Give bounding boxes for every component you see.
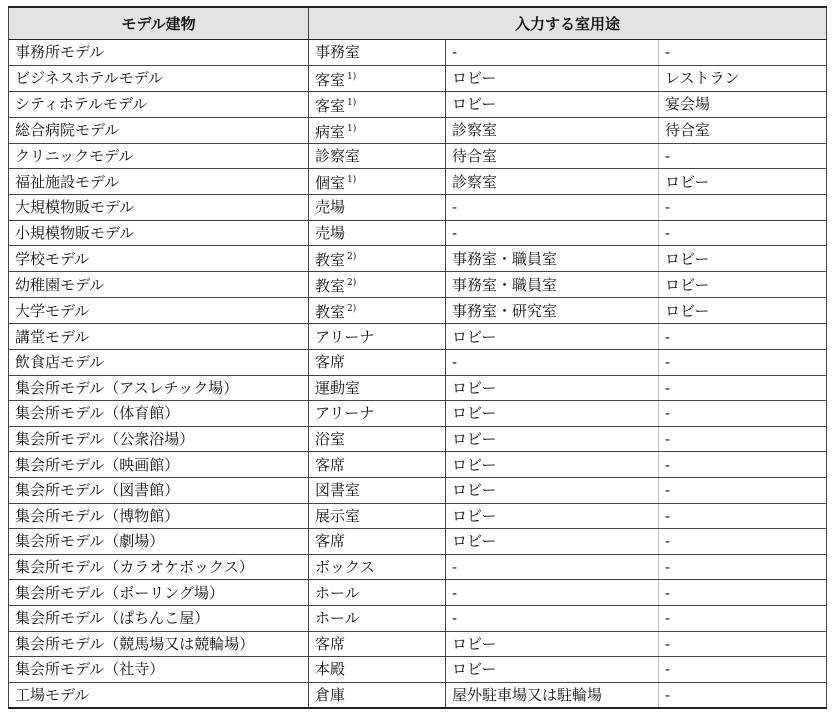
room-use-3-cell: 待合室 xyxy=(659,117,827,143)
model-building-cell: 集会所モデル（図書館） xyxy=(9,477,309,503)
model-building-cell: 幼稚園モデル xyxy=(9,272,309,298)
room-use-2-cell: 診察室 xyxy=(446,117,659,143)
room-use-1-label: アリーナ xyxy=(315,327,375,346)
model-building-cell: 集会所モデル（映画館） xyxy=(9,452,309,478)
table-row xyxy=(9,375,827,401)
room-use-2-cell: ロビー xyxy=(446,401,659,427)
table-row xyxy=(9,580,827,606)
model-building-cell: 集会所モデル（社寺） xyxy=(9,657,309,683)
room-use-3-cell: - xyxy=(659,401,827,427)
room-use-1-label: 浴室 xyxy=(315,430,346,449)
room-use-3-cell: - xyxy=(659,143,827,169)
room-use-3-cell: - xyxy=(659,452,827,478)
model-building-cell: 小規模物販モデル xyxy=(9,220,309,246)
room-use-3-cell: - xyxy=(659,426,827,452)
room-use-1-label: 客席 xyxy=(315,532,346,551)
footnote-marker: 1) xyxy=(347,175,357,186)
room-use-2-cell: - xyxy=(446,349,659,375)
model-building-cell: ビジネスホテルモデル xyxy=(9,65,309,91)
room-use-3-cell: - xyxy=(659,657,827,683)
model-building-cell: クリニックモデル xyxy=(9,143,309,169)
room-use-1-label: 倉庫 xyxy=(315,685,346,704)
table-row xyxy=(9,682,827,708)
room-use-2-cell: ロビー xyxy=(446,452,659,478)
room-use-1-cell xyxy=(309,375,446,401)
room-use-2-cell: - xyxy=(446,605,659,631)
room-use-2-cell: ロビー xyxy=(446,91,659,117)
table-row xyxy=(9,246,827,272)
document-page xyxy=(8,6,827,709)
room-use-1-label: 客室 xyxy=(315,70,346,89)
table-row xyxy=(9,143,827,169)
room-use-2-cell: 待合室 xyxy=(446,143,659,169)
room-use-1-cell xyxy=(309,117,446,143)
room-use-1-cell xyxy=(309,682,446,708)
room-use-2-cell: - xyxy=(446,554,659,580)
room-use-2-cell: 屋外駐車場又は駐輪場 xyxy=(446,682,659,708)
room-use-3-cell: - xyxy=(659,375,827,401)
footnote-marker: 1) xyxy=(347,71,357,82)
room-use-2-cell: ロビー xyxy=(446,631,659,657)
room-use-1-cell xyxy=(309,169,446,195)
room-use-1-cell xyxy=(309,631,446,657)
model-building-cell: 総合病院モデル xyxy=(9,117,309,143)
model-building-cell: 集会所モデル（ぱちんこ屋） xyxy=(9,605,309,631)
header-room-use: 入力する室用途 xyxy=(309,7,827,40)
room-use-1-cell xyxy=(309,195,446,221)
room-use-3-cell: - xyxy=(659,195,827,221)
table-row xyxy=(9,503,827,529)
room-use-1-label: 客室 xyxy=(315,96,346,115)
room-use-1-cell xyxy=(309,220,446,246)
room-use-1-cell xyxy=(309,426,446,452)
room-use-1-cell xyxy=(309,529,446,555)
table-row xyxy=(9,401,827,427)
table-row xyxy=(9,40,827,66)
room-use-3-cell: 宴会場 xyxy=(659,91,827,117)
model-building-cell: 講堂モデル xyxy=(9,324,309,350)
room-use-1-label: 売場 xyxy=(315,198,346,217)
room-use-1-label: 客席 xyxy=(315,455,346,474)
footnote-marker: 1) xyxy=(347,97,357,108)
model-building-cell: 大規模物販モデル xyxy=(9,195,309,221)
room-use-2-cell: - xyxy=(446,220,659,246)
table-row xyxy=(9,529,827,555)
room-use-2-cell: ロビー xyxy=(446,657,659,683)
model-building-cell: 集会所モデル（カラオケボックス） xyxy=(9,554,309,580)
room-use-1-label: ボックス xyxy=(315,558,375,577)
room-use-1-label: ホール xyxy=(315,583,360,602)
table-row xyxy=(9,605,827,631)
room-use-1-cell xyxy=(309,40,446,66)
room-use-3-cell: - xyxy=(659,503,827,529)
room-use-1-label: 教室 xyxy=(315,251,346,270)
model-building-cell: 集会所モデル（ボーリング場） xyxy=(9,580,309,606)
room-use-1-cell xyxy=(309,65,446,91)
model-building-cell: シティホテルモデル xyxy=(9,91,309,117)
footnote-marker: 2) xyxy=(347,278,357,289)
model-building-cell: 学校モデル xyxy=(9,246,309,272)
room-use-3-cell: - xyxy=(659,477,827,503)
room-use-3-cell: - xyxy=(659,349,827,375)
room-use-3-cell: ロビー xyxy=(659,272,827,298)
room-use-1-label: ホール xyxy=(315,609,360,628)
table-row xyxy=(9,195,827,221)
room-use-2-cell: ロビー xyxy=(446,503,659,529)
room-use-3-cell: - xyxy=(659,220,827,246)
footnote-marker: 2) xyxy=(347,304,357,315)
room-use-2-cell: 事務室・研究室 xyxy=(446,298,659,324)
table-row xyxy=(9,169,827,195)
footnote-marker: 2) xyxy=(347,252,357,263)
table-row xyxy=(9,657,827,683)
room-use-1-label: 診察室 xyxy=(315,146,361,165)
room-use-1-cell xyxy=(309,580,446,606)
room-use-2-cell: - xyxy=(446,195,659,221)
table-row xyxy=(9,477,827,503)
table-row xyxy=(9,631,827,657)
room-use-3-cell: - xyxy=(659,631,827,657)
model-building-cell: 福祉施設モデル xyxy=(9,169,309,195)
room-use-1-label: 運動室 xyxy=(315,378,361,397)
table-row xyxy=(9,91,827,117)
room-use-3-cell: - xyxy=(659,605,827,631)
room-use-2-cell: ロビー xyxy=(446,426,659,452)
table-body xyxy=(9,40,827,709)
model-building-cell: 集会所モデル（博物館） xyxy=(9,503,309,529)
room-use-1-label: 客席 xyxy=(315,353,346,372)
room-use-2-cell: 診察室 xyxy=(446,169,659,195)
room-use-1-cell xyxy=(309,143,446,169)
room-use-1-cell xyxy=(309,657,446,683)
room-use-1-label: 売場 xyxy=(315,224,346,243)
room-use-3-cell: - xyxy=(659,529,827,555)
room-use-1-cell xyxy=(309,554,446,580)
room-use-1-cell xyxy=(309,298,446,324)
room-use-1-label: アリーナ xyxy=(315,404,375,423)
room-use-2-cell: ロビー xyxy=(446,477,659,503)
table-row xyxy=(9,426,827,452)
room-use-1-label: 教室 xyxy=(315,277,346,296)
room-use-1-cell xyxy=(309,605,446,631)
room-use-2-cell: ロビー xyxy=(446,65,659,91)
room-use-2-cell: 事務室・職員室 xyxy=(446,272,659,298)
table-row xyxy=(9,349,827,375)
room-use-1-label: 事務室 xyxy=(315,43,361,62)
table-row xyxy=(9,272,827,298)
table-row xyxy=(9,220,827,246)
room-use-1-label: 病室 xyxy=(315,122,346,141)
room-use-3-cell: - xyxy=(659,682,827,708)
table-row xyxy=(9,117,827,143)
room-use-1-label: 教室 xyxy=(315,303,346,322)
table-row xyxy=(9,324,827,350)
room-use-1-label: 本殿 xyxy=(315,660,346,679)
room-use-2-cell: ロビー xyxy=(446,324,659,350)
footnote-marker: 1) xyxy=(347,123,357,134)
room-use-1-cell xyxy=(309,452,446,478)
header-model-building: モデル建物 xyxy=(9,7,309,40)
room-use-1-cell xyxy=(309,503,446,529)
table-row xyxy=(9,298,827,324)
room-use-2-cell: - xyxy=(446,40,659,66)
room-use-3-cell: ロビー xyxy=(659,246,827,272)
room-use-3-cell: - xyxy=(659,324,827,350)
room-use-3-cell: レストラン xyxy=(659,65,827,91)
table-header-row xyxy=(9,7,827,40)
room-use-3-cell: ロビー xyxy=(659,298,827,324)
room-use-1-cell xyxy=(309,349,446,375)
room-use-3-cell: - xyxy=(659,580,827,606)
table-row xyxy=(9,65,827,91)
room-use-2-cell: ロビー xyxy=(446,529,659,555)
model-building-cell: 事務所モデル xyxy=(9,40,309,66)
room-use-1-cell xyxy=(309,246,446,272)
model-building-cell: 集会所モデル（劇場） xyxy=(9,529,309,555)
model-building-cell: 集会所モデル（体育館） xyxy=(9,401,309,427)
model-building-cell: 集会所モデル（公衆浴場） xyxy=(9,426,309,452)
room-use-1-cell xyxy=(309,324,446,350)
room-use-2-cell: - xyxy=(446,580,659,606)
room-use-1-label: 客席 xyxy=(315,634,346,653)
room-use-1-label: 図書室 xyxy=(315,481,361,500)
room-use-3-cell: - xyxy=(659,554,827,580)
room-use-1-cell xyxy=(309,91,446,117)
room-use-2-cell: ロビー xyxy=(446,375,659,401)
model-building-cell: 大学モデル xyxy=(9,298,309,324)
model-building-cell: 集会所モデル（競馬場又は競輪場） xyxy=(9,631,309,657)
room-use-1-cell xyxy=(309,477,446,503)
model-building-cell: 飲食店モデル xyxy=(9,349,309,375)
room-use-1-label: 展示室 xyxy=(315,506,361,525)
room-use-2-cell: 事務室・職員室 xyxy=(446,246,659,272)
room-use-3-cell: ロビー xyxy=(659,169,827,195)
model-building-room-use-table xyxy=(8,6,827,709)
table-row xyxy=(9,452,827,478)
model-building-cell: 集会所モデル（アスレチック場） xyxy=(9,375,309,401)
model-building-cell: 工場モデル xyxy=(9,682,309,708)
room-use-1-label: 個室 xyxy=(315,174,346,193)
room-use-1-cell xyxy=(309,272,446,298)
room-use-3-cell: - xyxy=(659,40,827,66)
room-use-1-cell xyxy=(309,401,446,427)
table-row xyxy=(9,554,827,580)
